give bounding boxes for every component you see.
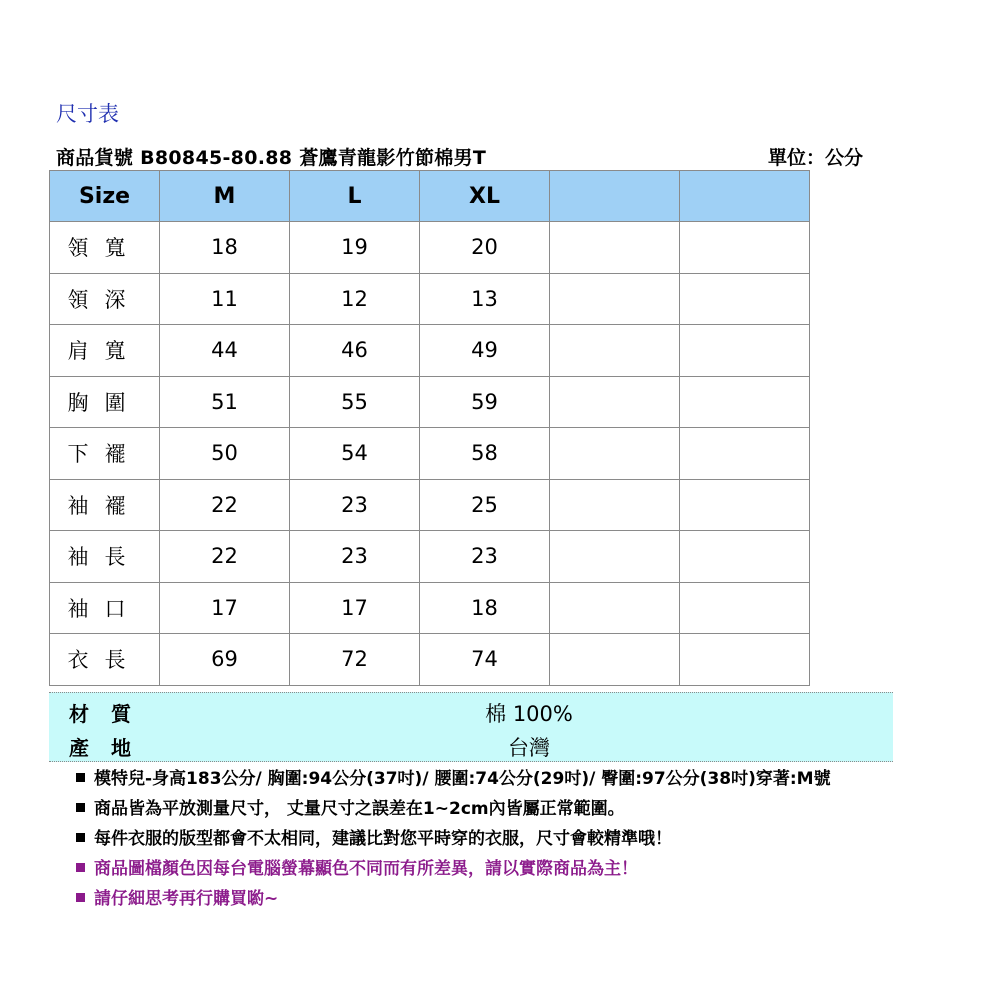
origin-row [49,727,893,761]
table-cell: 17 [290,582,420,634]
table-row [50,531,810,583]
table-cell: 18 [420,582,550,634]
table-cell: 46 [290,325,420,377]
table-cell: 19 [290,222,420,274]
row-label: 袖長 [50,531,160,583]
table-row [50,479,810,531]
note-item [74,854,831,884]
table-cell: 58 [420,428,550,480]
table-cell: 22 [160,531,290,583]
table-cell: 54 [290,428,420,480]
origin-label: 產地 [69,736,153,760]
note-text: 商品皆為平放測量尺寸， 丈量尺寸之誤差在1~2cm內皆屬正常範圍。 [94,799,625,819]
row-label: 袖襬 [50,479,160,531]
table-cell: 13 [420,273,550,325]
table-cell: 12 [290,273,420,325]
table-cell: 72 [290,634,420,686]
table-cell: 23 [290,479,420,531]
table-cell [680,428,810,480]
note-text: 每件衣服的版型都會不太相同，建議比對您平時穿的衣服，尺寸會較精準哦！ [94,829,672,849]
table-cell: 50 [160,428,290,480]
table-cell [550,273,680,325]
table-cell [680,325,810,377]
table-cell: 11 [160,273,290,325]
table-cell: 69 [160,634,290,686]
table-cell [550,531,680,583]
product-code-name: 商品貨號 B80845-80.88 蒼鷹青龍影竹節棉男T [56,147,487,169]
table-cell [550,479,680,531]
table-cell [680,634,810,686]
table-cell: 20 [420,222,550,274]
table-cell: 17 [160,582,290,634]
table-cell [680,531,810,583]
table-cell: 44 [160,325,290,377]
row-label: 領寬 [50,222,160,274]
page-title: 尺寸表 [56,102,119,126]
note-text: 模特兒-身高183公分/ 胸圍:94公分(37吋)/ 腰圍:74公分(29吋)/ 臀圍:97公分(38吋)穿著:M號 [94,769,831,789]
table-cell: 49 [420,325,550,377]
material-value: 棉 100% [485,702,573,726]
table-cell [550,634,680,686]
table-row [50,325,810,377]
table-cell [550,582,680,634]
table-cell [680,222,810,274]
table-cell: 18 [160,222,290,274]
bullet-icon [76,773,85,782]
table-row [50,376,810,428]
note-text: 商品圖檔顏色因每台電腦螢幕顯色不同而有所差異，請以實際商品為主！ [94,859,638,879]
table-cell: 51 [160,376,290,428]
row-label: 袖口 [50,582,160,634]
header-xl: XL [420,171,550,222]
table-cell [680,479,810,531]
bullet-icon [76,833,85,842]
material-row [49,693,893,727]
table-cell: 23 [290,531,420,583]
unit-label: 單位：公分 [768,147,864,169]
table-row [50,273,810,325]
bullet-icon [76,893,85,902]
table-cell: 25 [420,479,550,531]
origin-value: 台灣 [508,736,550,760]
table-cell [550,325,680,377]
table-row [50,634,810,686]
row-label: 衣長 [50,634,160,686]
note-item [74,884,831,914]
header-empty [550,171,680,222]
table-cell [550,376,680,428]
table-row [50,222,810,274]
table-cell [680,376,810,428]
row-label: 領深 [50,273,160,325]
table-cell [550,428,680,480]
table-cell: 22 [160,479,290,531]
bullet-icon [76,863,85,872]
info-box [49,692,893,762]
table-cell [550,222,680,274]
note-item [74,794,831,824]
header-l: L [290,171,420,222]
notes-list [74,764,831,914]
table-cell [680,273,810,325]
note-item [74,764,831,794]
row-label: 胸圍 [50,376,160,428]
header-m: M [160,171,290,222]
note-item [74,824,831,854]
row-label: 肩寬 [50,325,160,377]
table-cell: 59 [420,376,550,428]
bullet-icon [76,803,85,812]
table-row [50,428,810,480]
header-size: Size [50,171,160,222]
material-label: 材質 [69,702,153,726]
table-cell [680,582,810,634]
table-cell: 55 [290,376,420,428]
table-row [50,582,810,634]
note-text: 請仔細思考再行購買喲~ [94,889,279,909]
size-table [49,170,810,686]
row-label: 下襬 [50,428,160,480]
table-cell: 23 [420,531,550,583]
size-header-row [50,171,810,222]
table-cell: 74 [420,634,550,686]
header-empty [680,171,810,222]
